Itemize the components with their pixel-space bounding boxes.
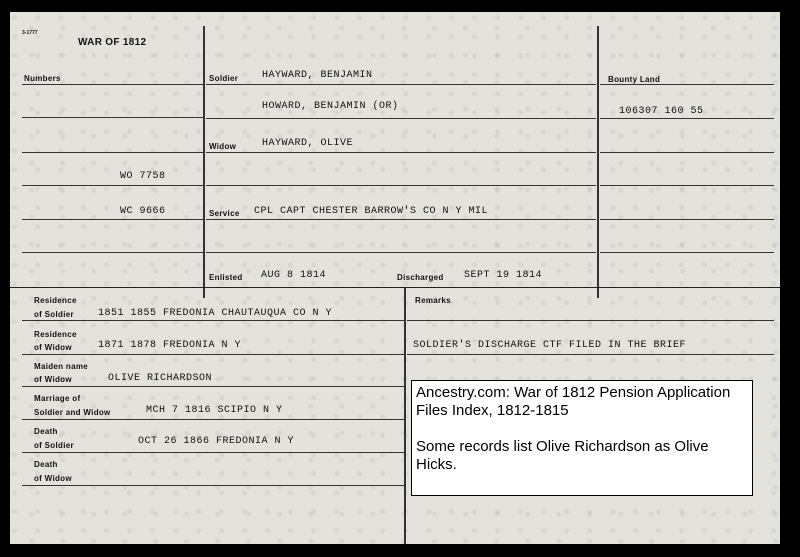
soldier-name: HAYWARD, BENJAMIN [262,70,373,81]
soldier-label: Soldier [209,74,239,83]
maiden-label-1: Maiden name [34,362,88,371]
residence-soldier-value: 1851 1855 FREDONIA CHAUTAUQUA CO N Y [98,308,333,319]
rule [22,354,404,355]
marriage-label-1: Marriage of [34,394,81,403]
rule [22,252,203,253]
enlisted-value: AUG 8 1814 [261,270,327,281]
maiden-label-2: of Widow [34,375,72,384]
note-alternate-name: Some records list Olive Richardson as Olive Hicks. [416,438,709,473]
death-widow-label-2: of Widow [34,474,72,483]
death-soldier-label-2: of Soldier [34,441,74,450]
residence-widow-value: 1871 1878 FREDONIA N Y [98,340,242,351]
rule [600,252,774,253]
rule [22,419,404,420]
numbers-label: Numbers [24,74,61,83]
rule [22,485,404,486]
rule [407,320,774,321]
residence-widow-label-2: of Widow [34,343,72,352]
rule [22,219,203,220]
service-value: CPL CAPT CHESTER BARROW'S CO N Y MIL [254,206,489,217]
form-number: 3-1777 [22,30,38,36]
number-wo: WO 7758 [120,171,166,182]
marriage-value: MCH 7 1816 SCIPIO N Y [146,405,283,416]
rule [22,84,203,85]
residence-soldier-label-1: Residence [34,296,77,305]
rule [22,185,203,186]
rule [22,152,203,153]
bounty-land-value: 106307 160 55 [619,106,704,117]
maiden-value: OLIVE RICHARDSON [108,373,213,384]
remarks-label: Remarks [415,296,451,305]
rule [206,118,596,119]
discharged-value: SEPT 19 1814 [464,270,543,281]
rule [206,84,596,85]
divider-remarks [404,288,406,544]
enlisted-label: Enlisted [209,273,243,282]
residence-soldier-label-2: of Soldier [34,310,74,319]
divider-bounty [597,26,599,298]
ancestry-note-box [411,380,753,496]
death-soldier-value: OCT 26 1866 FREDONIA N Y [138,436,295,447]
card-title: WAR OF 1812 [78,37,147,48]
rule [600,219,774,220]
number-wc: WC 9666 [120,206,166,217]
rule [22,320,404,321]
rule [22,452,404,453]
rule [22,386,404,387]
soldier-alias: HOWARD, BENJAMIN (OR) [262,101,399,112]
rule [206,185,596,186]
divider-numbers [203,26,205,298]
rule [22,117,203,118]
death-widow-label-1: Death [34,460,58,469]
widow-label: Widow [209,142,237,151]
discharged-label: Discharged [397,273,444,282]
marriage-label-2: Soldier and Widow [34,408,111,417]
residence-widow-label-1: Residence [34,330,77,339]
death-soldier-label-1: Death [34,427,58,436]
widow-name: HAYWARD, OLIVE [262,138,354,149]
remarks-value: SOLDIER'S DISCHARGE CTF FILED IN THE BRIEF [413,340,687,351]
rule [600,118,774,119]
rule [206,219,596,220]
section-separator [10,287,780,288]
note-source: Ancestry.com: War of 1812 Pension Application Files Index, 1812-1815 [416,384,731,419]
bounty-land-label: Bounty Land [608,75,661,84]
rule [206,252,596,253]
rule [206,152,596,153]
rule [600,185,774,186]
rule [600,152,774,153]
service-label: Service [209,209,240,218]
rule [407,354,774,355]
